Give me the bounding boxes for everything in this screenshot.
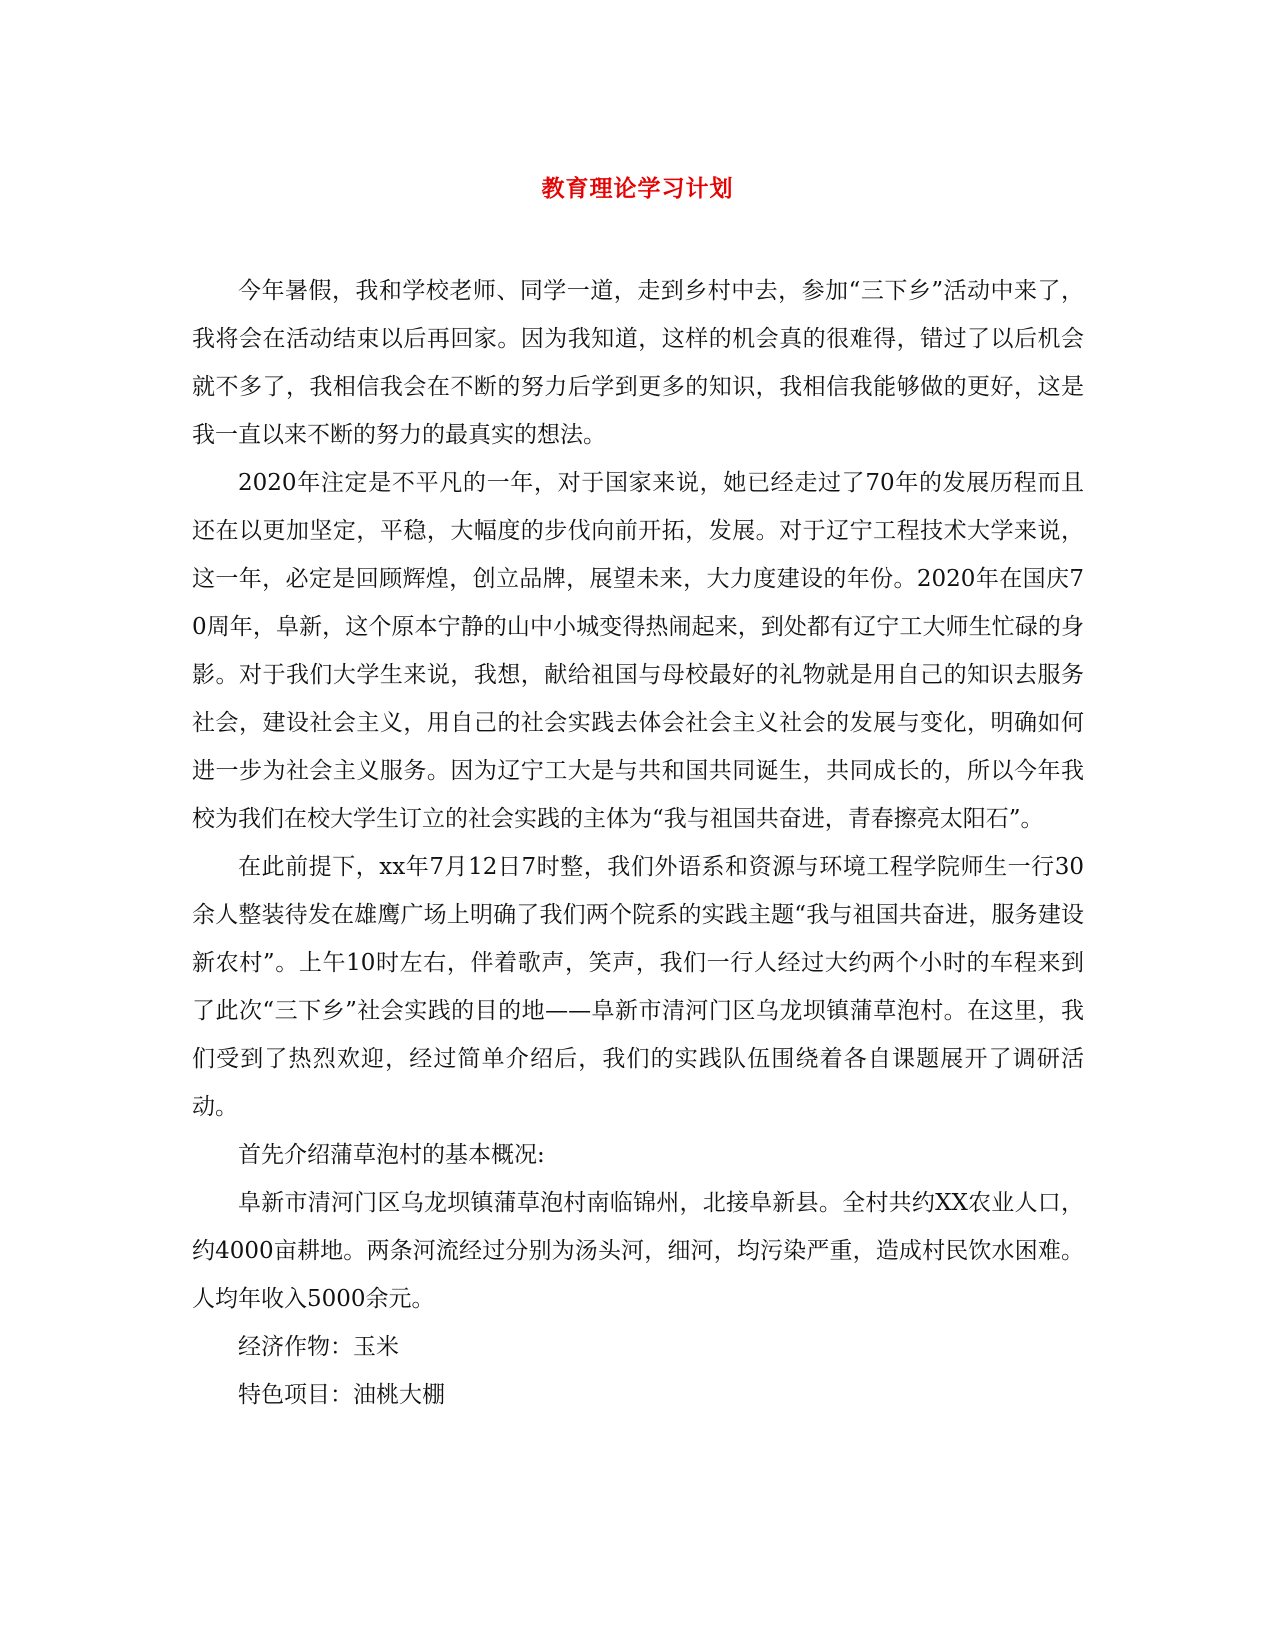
paragraph-village-intro-heading: 首先介绍蒲草泡村的基本概况: <box>238 1142 545 1168</box>
document-body <box>192 267 1084 1419</box>
paragraph-summer-activity: 今年暑假，我和学校老师、同学一道，走到乡村中去，参加“三下乡”活动中来了，我将会在活动结束以后再回家。因为我知道，这样的机会真的很难得，错过了以后机会就不多了，我相信我会在不断的努力后学到更多的知识，我相信我能够做的更好，这是我一直以来不断的努力的最真实的想法。 <box>192 278 1084 448</box>
paragraph-departure: 在此前提下，xx年7月12日7时整，我们外语系和资源与环境工程学院师生一行30余人整装待发在雄鹰广场上明确了我们两个院系的实践主题“我与祖国共奋进，服务建设新农村”。上午10时左右，伴着歌声，笑声，我们一行人经过大约两个小时的车程来到了此次“三下乡”社会实践的目的地——阜新市清河门区乌龙坝镇蒲草泡村。在这里，我们受到了热烈欢迎，经过简单介绍后，我们的实践队伍围绕着各自课题展开了调研活动。 <box>192 854 1084 1120</box>
document-title: 教育理论学习计划 <box>541 175 734 202</box>
paragraph-village-overview: 阜新市清河门区乌龙坝镇蒲草泡村南临锦州，北接阜新县。全村共约XX农业人口，约4000亩耕地。两条河流经过分别为汤头河，细河，均污染严重，造成村民饮水困难。人均年收入5000余元。 <box>192 1190 1084 1312</box>
paragraph-featured-project: 特色项目：油桃大棚 <box>238 1382 445 1408</box>
paragraph-2020-overview: 2020年注定是不平凡的一年，对于国家来说，她已经走过了70年的发展历程而且还在以更加坚定，平稳，大幅度的步伐向前开拓，发展。对于辽宁工程技术大学来说，这一年，必定是回顾辉煌，创立品牌，展望未来，大力度建设的年份。2020年在国庆70周年，阜新，这个原本宁静的山中小城变得热闹起来，到处都有辽宁工大师生忙碌的身影。对于我们大学生来说，我想，献给祖国与母校最好的礼物就是用自己的知识去服务社会，建设社会主义，用自己的社会实践去体会社会主义社会的发展与变化，明确如何进一步为社会主义服务。因为辽宁工大是与共和国共同诞生，共同成长的，所以今年我校为我们在校大学生订立的社会实践的主体为“我与祖国共奋进，青春擦亮太阳石”。 <box>192 470 1084 832</box>
paragraph-economic-crop: 经济作物：玉米 <box>238 1334 399 1360</box>
